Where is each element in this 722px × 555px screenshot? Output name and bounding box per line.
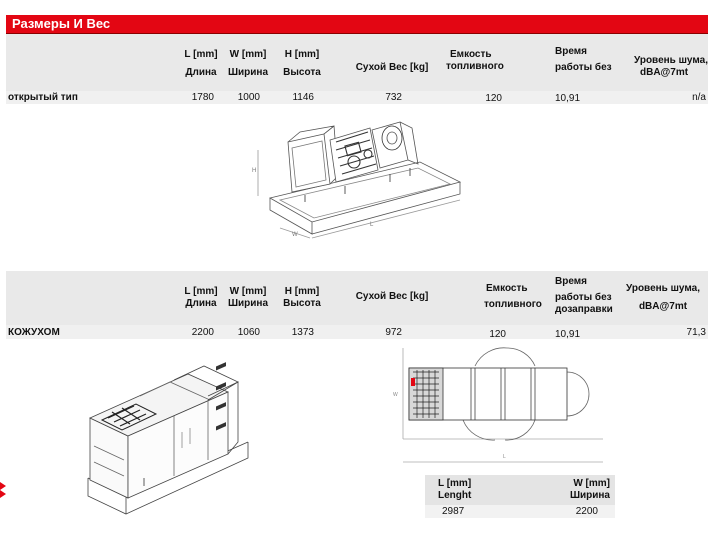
table1-row-time: 10,91 [555, 93, 581, 104]
table1-header-h: H [mm] Высота [283, 49, 321, 78]
table1-header-dry: Сухой Вес [kg] [355, 62, 429, 73]
plan-dim-w: W [393, 392, 398, 398]
table2-row-dry: 972 [385, 327, 402, 338]
table2-header-h: H [mm] Высота [283, 286, 321, 309]
table1-row-noise: n/a [692, 92, 706, 103]
section-title-bar [6, 15, 708, 34]
table2-header-tank: Емкость топливного [484, 283, 542, 310]
plan-dim-l: L [503, 454, 506, 460]
table1-row-l: 1780 [191, 92, 214, 103]
open-generator-drawing [250, 110, 465, 252]
open-dim-h: H [252, 168, 257, 174]
open-dim-l: L [370, 222, 374, 228]
table3-header-l: L [mm] Lenght [438, 478, 472, 501]
table1-row-h: 1146 [292, 92, 314, 103]
table1-row-name: открытый тип [8, 92, 78, 103]
table2-header-l: L [mm] Длина [184, 286, 218, 309]
table3-row-w: 2200 [575, 506, 598, 517]
canopy-generator-drawing [78, 358, 253, 523]
canopy-plan-drawing [385, 344, 605, 469]
table1-header-time: Время работы без [555, 46, 612, 73]
table1-row-w: 1000 [237, 92, 260, 103]
table2-header-time: Время работы без дозаправки [555, 276, 613, 315]
table2-header-w: W [mm] Ширина [227, 286, 269, 309]
table1-header-l: L [mm] Длина [184, 49, 218, 78]
table2-row-noise: 71,3 [686, 327, 706, 338]
table1-header-noise: Уровень шума, dBA@7mt [634, 55, 708, 78]
table1-row-tank: 120 [485, 93, 502, 104]
open-dim-w: W [292, 232, 298, 238]
table3-header-w: W [mm] Ширина [569, 478, 610, 501]
table2-row-l: 2200 [191, 327, 214, 338]
table1-row-dry: 732 [385, 92, 402, 103]
table2-row-h: 1373 [291, 327, 314, 338]
table3-row-l: 2987 [442, 506, 465, 517]
table2-header-dry: Сухой Вес [kg] [355, 291, 429, 302]
table1-row-bg [6, 91, 708, 104]
table2-row-name: КОЖУХОМ [8, 327, 60, 338]
red-chevron-icon [0, 480, 10, 500]
table1-header-w: W [mm] Ширина [227, 49, 269, 78]
table2-row-bg [6, 325, 708, 339]
table2-row-time: 10,91 [555, 329, 581, 340]
table2-row-w: 1060 [237, 327, 260, 338]
section-title: Размеры И Вес [12, 16, 111, 31]
table2-header-noise: Уровень шума, dBA@7mt [626, 283, 700, 312]
table2-row-tank: 120 [489, 329, 506, 340]
table1-header-tank: Емкость топливного [446, 49, 504, 72]
